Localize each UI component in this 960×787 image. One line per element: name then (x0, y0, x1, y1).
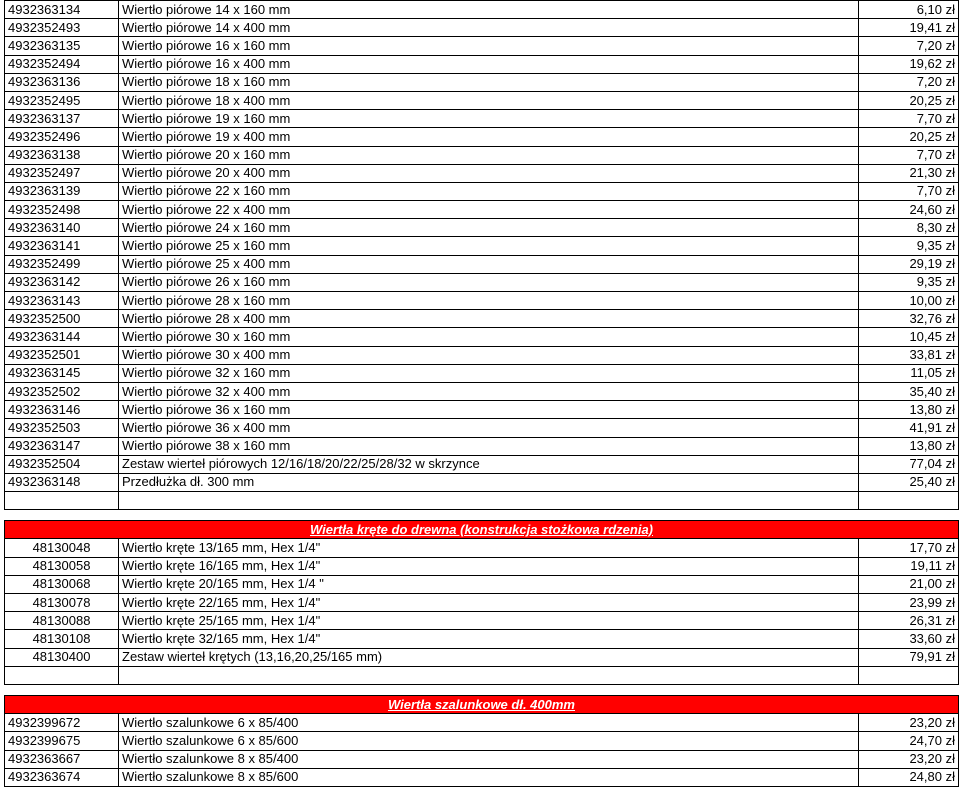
product-price-cell: 19,41 zł (859, 19, 959, 37)
product-price-cell: 33,60 zł (859, 630, 959, 648)
table-row (5, 146, 959, 164)
product-price-cell: 24,60 zł (859, 201, 959, 219)
table-row (5, 732, 959, 750)
table-row (5, 382, 959, 400)
product-price-cell: 7,20 zł (859, 73, 959, 91)
product-name-cell: Wiertło piórowe 24 x 160 mm (119, 219, 859, 237)
product-code-cell: 4932363674 (5, 768, 119, 786)
empty-cell (5, 666, 119, 684)
table-row (5, 219, 959, 237)
table-row (5, 473, 959, 491)
product-price-cell: 35,40 zł (859, 382, 959, 400)
product-name-cell: Wiertło kręte 20/165 mm, Hex 1/4 " (119, 575, 859, 593)
product-price-cell: 32,76 zł (859, 310, 959, 328)
section-header-formwork-drills (5, 695, 959, 713)
product-price-cell: 10,45 zł (859, 328, 959, 346)
product-name-cell: Wiertło kręte 25/165 mm, Hex 1/4" (119, 612, 859, 630)
product-code-cell: 4932363137 (5, 110, 119, 128)
table-row (5, 19, 959, 37)
price-table-body (5, 1, 959, 787)
product-name-cell: Wiertło piórowe 14 x 400 mm (119, 19, 859, 37)
product-code-cell: 4932352498 (5, 201, 119, 219)
empty-cell (859, 666, 959, 684)
product-code-cell: 4932399675 (5, 732, 119, 750)
product-code-cell: 4932352504 (5, 455, 119, 473)
product-code-cell: 4932363667 (5, 750, 119, 768)
product-name-cell: Wiertło szalunkowe 6 x 85/600 (119, 732, 859, 750)
product-price-cell: 6,10 zł (859, 1, 959, 19)
product-name-cell: Wiertło piórowe 28 x 160 mm (119, 292, 859, 310)
product-code-cell: 4932363144 (5, 328, 119, 346)
product-name-cell: Wiertło kręte 16/165 mm, Hex 1/4" (119, 557, 859, 575)
table-row (5, 768, 959, 786)
table-row (5, 310, 959, 328)
product-price-cell: 7,70 zł (859, 182, 959, 200)
product-code-cell: 4932352501 (5, 346, 119, 364)
section-header-title: Wiertła kręte do drewna (konstrukcja stożkowa rdzenia) (5, 521, 959, 539)
product-price-cell: 20,25 zł (859, 128, 959, 146)
table-row (5, 91, 959, 109)
product-price-cell: 21,30 zł (859, 164, 959, 182)
product-price-cell: 26,31 zł (859, 612, 959, 630)
table-row (5, 630, 959, 648)
product-name-cell: Wiertło piórowe 30 x 160 mm (119, 328, 859, 346)
table-row (5, 255, 959, 273)
empty-cell (5, 492, 119, 510)
table-row (5, 539, 959, 557)
product-name-cell: Wiertło piórowe 19 x 160 mm (119, 110, 859, 128)
product-code-cell: 4932352502 (5, 382, 119, 400)
section-header-twist-drills (5, 521, 959, 539)
table-row (5, 714, 959, 732)
product-name-cell: Wiertło piórowe 14 x 160 mm (119, 1, 859, 19)
product-name-cell: Wiertło szalunkowe 8 x 85/600 (119, 768, 859, 786)
product-name-cell: Wiertło piórowe 36 x 160 mm (119, 401, 859, 419)
product-code-cell: 4932363147 (5, 437, 119, 455)
product-name-cell: Wiertło piórowe 25 x 160 mm (119, 237, 859, 255)
table-row (5, 594, 959, 612)
product-price-cell: 24,70 zł (859, 732, 959, 750)
product-name-cell: Wiertło piórowe 20 x 160 mm (119, 146, 859, 164)
product-price-cell: 20,25 zł (859, 91, 959, 109)
product-code-cell: 48130088 (5, 612, 119, 630)
product-name-cell: Wiertło piórowe 16 x 160 mm (119, 37, 859, 55)
product-price-cell: 13,80 zł (859, 401, 959, 419)
product-price-cell: 33,81 zł (859, 346, 959, 364)
product-name-cell: Wiertło piórowe 20 x 400 mm (119, 164, 859, 182)
product-name-cell: Wiertło piórowe 38 x 160 mm (119, 437, 859, 455)
product-price-cell: 19,62 zł (859, 55, 959, 73)
product-price-cell: 23,99 zł (859, 594, 959, 612)
product-name-cell: Przedłużka dł. 300 mm (119, 473, 859, 491)
product-price-cell: 9,35 zł (859, 237, 959, 255)
table-row (5, 73, 959, 91)
product-name-cell: Zestaw wierteł piórowych 12/16/18/20/22/25/28/32 w skrzynce (119, 455, 859, 473)
product-code-cell: 4932352500 (5, 310, 119, 328)
product-code-cell: 48130048 (5, 539, 119, 557)
section-header-title: Wiertła szalunkowe dł. 400mm (5, 695, 959, 713)
product-code-cell: 4932399672 (5, 714, 119, 732)
table-row (5, 455, 959, 473)
product-name-cell: Wiertło kręte 32/165 mm, Hex 1/4" (119, 630, 859, 648)
table-row (5, 128, 959, 146)
product-name-cell: Wiertło piórowe 18 x 160 mm (119, 73, 859, 91)
spacer-cell (5, 510, 959, 521)
spacer-row (5, 510, 959, 521)
product-name-cell: Wiertło piórowe 30 x 400 mm (119, 346, 859, 364)
product-price-cell: 29,19 zł (859, 255, 959, 273)
table-row (5, 557, 959, 575)
product-price-cell: 77,04 zł (859, 455, 959, 473)
product-code-cell: 4932352503 (5, 419, 119, 437)
price-table (4, 0, 959, 787)
product-code-cell: 48130068 (5, 575, 119, 593)
table-row (5, 648, 959, 666)
product-name-cell: Wiertło szalunkowe 8 x 85/400 (119, 750, 859, 768)
product-name-cell: Wiertło piórowe 22 x 160 mm (119, 182, 859, 200)
table-row (5, 419, 959, 437)
product-code-cell: 4932363141 (5, 237, 119, 255)
product-price-cell: 7,20 zł (859, 37, 959, 55)
empty-cell (859, 492, 959, 510)
product-name-cell: Zestaw wierteł krętych (13,16,20,25/165 mm) (119, 648, 859, 666)
table-row (5, 55, 959, 73)
product-code-cell: 4932363138 (5, 146, 119, 164)
product-code-cell: 4932363134 (5, 1, 119, 19)
product-price-cell: 7,70 zł (859, 110, 959, 128)
product-price-cell: 41,91 zł (859, 419, 959, 437)
spacer-row (5, 684, 959, 695)
product-price-cell: 9,35 zł (859, 273, 959, 291)
table-row (5, 292, 959, 310)
product-price-cell: 25,40 zł (859, 473, 959, 491)
table-row (5, 612, 959, 630)
product-code-cell: 4932363135 (5, 37, 119, 55)
table-row (5, 364, 959, 382)
product-code-cell: 4932352493 (5, 19, 119, 37)
table-row (5, 164, 959, 182)
product-code-cell: 4932363148 (5, 473, 119, 491)
table-row (5, 750, 959, 768)
product-name-cell: Wiertło piórowe 32 x 400 mm (119, 382, 859, 400)
product-price-cell: 79,91 zł (859, 648, 959, 666)
product-price-cell: 23,20 zł (859, 714, 959, 732)
empty-cell (119, 492, 859, 510)
product-price-cell: 19,11 zł (859, 557, 959, 575)
product-code-cell: 48130400 (5, 648, 119, 666)
table-row (5, 237, 959, 255)
product-price-cell: 10,00 zł (859, 292, 959, 310)
empty-row (5, 666, 959, 684)
product-code-cell: 4932363142 (5, 273, 119, 291)
product-name-cell: Wiertło piórowe 28 x 400 mm (119, 310, 859, 328)
table-row (5, 1, 959, 19)
product-code-cell: 4932363145 (5, 364, 119, 382)
product-name-cell: Wiertło piórowe 18 x 400 mm (119, 91, 859, 109)
product-code-cell: 4932363136 (5, 73, 119, 91)
table-row (5, 201, 959, 219)
product-code-cell: 4932352496 (5, 128, 119, 146)
product-code-cell: 4932352499 (5, 255, 119, 273)
product-code-cell: 48130078 (5, 594, 119, 612)
table-row (5, 437, 959, 455)
product-name-cell: Wiertło piórowe 19 x 400 mm (119, 128, 859, 146)
product-price-cell: 7,70 zł (859, 146, 959, 164)
table-row (5, 346, 959, 364)
product-name-cell: Wiertło piórowe 26 x 160 mm (119, 273, 859, 291)
product-name-cell: Wiertło piórowe 32 x 160 mm (119, 364, 859, 382)
product-name-cell: Wiertło piórowe 16 x 400 mm (119, 55, 859, 73)
empty-row (5, 492, 959, 510)
product-price-cell: 13,80 zł (859, 437, 959, 455)
product-code-cell: 4932352495 (5, 91, 119, 109)
product-name-cell: Wiertło piórowe 25 x 400 mm (119, 255, 859, 273)
empty-cell (119, 666, 859, 684)
product-code-cell: 4932363140 (5, 219, 119, 237)
product-code-cell: 48130108 (5, 630, 119, 648)
product-name-cell: Wiertło piórowe 36 x 400 mm (119, 419, 859, 437)
table-row (5, 37, 959, 55)
spacer-cell (5, 684, 959, 695)
product-name-cell: Wiertło szalunkowe 6 x 85/400 (119, 714, 859, 732)
product-code-cell: 4932363143 (5, 292, 119, 310)
product-price-cell: 24,80 zł (859, 768, 959, 786)
product-name-cell: Wiertło kręte 22/165 mm, Hex 1/4" (119, 594, 859, 612)
product-code-cell: 4932363139 (5, 182, 119, 200)
product-code-cell: 4932352494 (5, 55, 119, 73)
table-row (5, 401, 959, 419)
product-price-cell: 23,20 zł (859, 750, 959, 768)
product-price-cell: 17,70 zł (859, 539, 959, 557)
product-price-cell: 21,00 zł (859, 575, 959, 593)
product-code-cell: 48130058 (5, 557, 119, 575)
product-price-cell: 8,30 zł (859, 219, 959, 237)
product-name-cell: Wiertło piórowe 22 x 400 mm (119, 201, 859, 219)
product-code-cell: 4932363146 (5, 401, 119, 419)
product-price-cell: 11,05 zł (859, 364, 959, 382)
table-row (5, 273, 959, 291)
product-code-cell: 4932352497 (5, 164, 119, 182)
table-row (5, 110, 959, 128)
table-row (5, 575, 959, 593)
table-row (5, 328, 959, 346)
product-name-cell: Wiertło kręte 13/165 mm, Hex 1/4" (119, 539, 859, 557)
table-row (5, 182, 959, 200)
